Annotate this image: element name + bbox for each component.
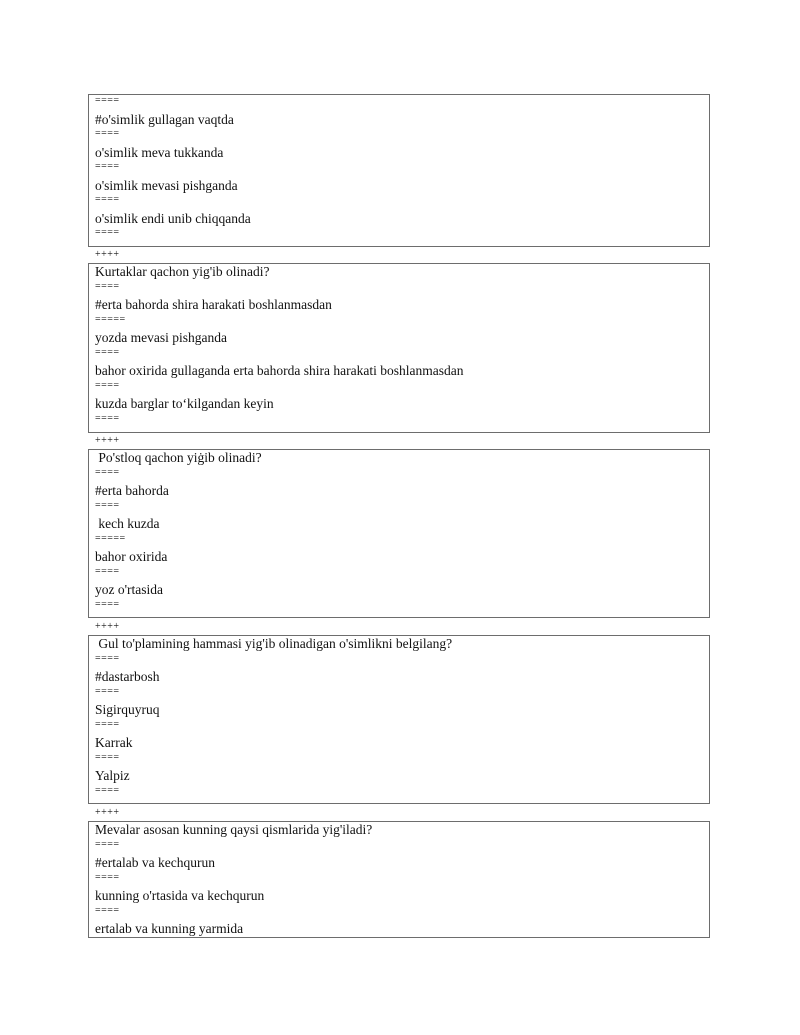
answer-option: yoz o'rtasida — [95, 582, 164, 597]
question-block-4 — [88, 635, 710, 804]
option-separator: ==== — [95, 652, 120, 664]
option-separator: ===== — [95, 313, 126, 325]
option-separator: ==== — [95, 598, 120, 610]
option-separator: ==== — [95, 95, 120, 106]
question-separator: ++++ — [95, 807, 120, 818]
option-separator: ==== — [95, 161, 120, 172]
answer-option: bahor oxirida gullaganda erta bahorda shira harakati boshlanmasdan — [95, 363, 464, 378]
answer-option: o'simlik endi unib chiqqanda — [95, 210, 251, 226]
answer-option: kunning o'rtasida va kechqurun — [95, 888, 265, 903]
question-text: Gul to'plamining hammasi yig'ib olinadigan o'simlikni belgilang? — [95, 636, 453, 651]
option-separator: ==== — [95, 784, 120, 796]
correct-answer: #erta bahorda — [95, 483, 169, 498]
question-separator: ++++ — [95, 435, 120, 446]
correct-answer: #ertalab va kechqurun — [95, 855, 215, 870]
question-text: Po'stloq qachon yiġib olinadi? — [95, 450, 262, 465]
option-separator: ==== — [95, 280, 120, 292]
question-block-5 — [88, 821, 710, 938]
option-separator: ==== — [95, 466, 120, 478]
option-separator: ==== — [95, 685, 120, 697]
correct-answer: #erta bahorda shira harakati boshlanmasdan — [95, 297, 332, 312]
option-separator: ==== — [95, 751, 120, 763]
option-separator: ==== — [95, 565, 120, 577]
option-separator: ==== — [95, 128, 120, 139]
answer-option: o'simlik mevasi pishganda — [95, 177, 238, 193]
question-block-1 — [88, 94, 710, 247]
answer-option: Yalpiz — [95, 768, 130, 783]
question-text: Kurtaklar qachon yig'ib olinadi? — [95, 264, 270, 279]
question-block-2 — [88, 263, 710, 433]
answer-option: yozda mevasi pishganda — [95, 330, 227, 345]
option-separator: ==== — [95, 871, 120, 883]
option-separator: ==== — [95, 718, 120, 730]
option-separator: ===== — [95, 532, 126, 544]
question-block-3 — [88, 449, 710, 618]
answer-option: kech kuzda — [95, 516, 160, 531]
option-separator: ==== — [95, 499, 120, 511]
option-separator: ==== — [95, 194, 120, 205]
answer-option: ertalab va kunning yarmida — [95, 921, 244, 936]
correct-answer: #dastarbosh — [95, 669, 160, 684]
option-separator: ==== — [95, 227, 120, 238]
correct-answer: #o'simlik gullagan vaqtda — [95, 111, 234, 127]
question-text: Mevalar asosan kunning qaysi qismlarida yig'iladi? — [95, 822, 373, 837]
answer-option: kuzda barglar to‘kilgandan keyin — [95, 396, 274, 411]
option-separator: ==== — [95, 838, 120, 850]
answer-option: bahor oxirida — [95, 549, 168, 564]
option-separator: ==== — [95, 346, 120, 358]
answer-option: Karrak — [95, 735, 133, 750]
option-separator: ==== — [95, 412, 120, 424]
answer-option: o'simlik meva tukkanda — [95, 144, 224, 160]
answer-option: Sigirquyruq — [95, 702, 160, 717]
option-separator: ==== — [95, 379, 120, 391]
question-separator: ++++ — [95, 249, 120, 260]
question-separator: ++++ — [95, 621, 120, 632]
option-separator: ==== — [95, 904, 120, 916]
